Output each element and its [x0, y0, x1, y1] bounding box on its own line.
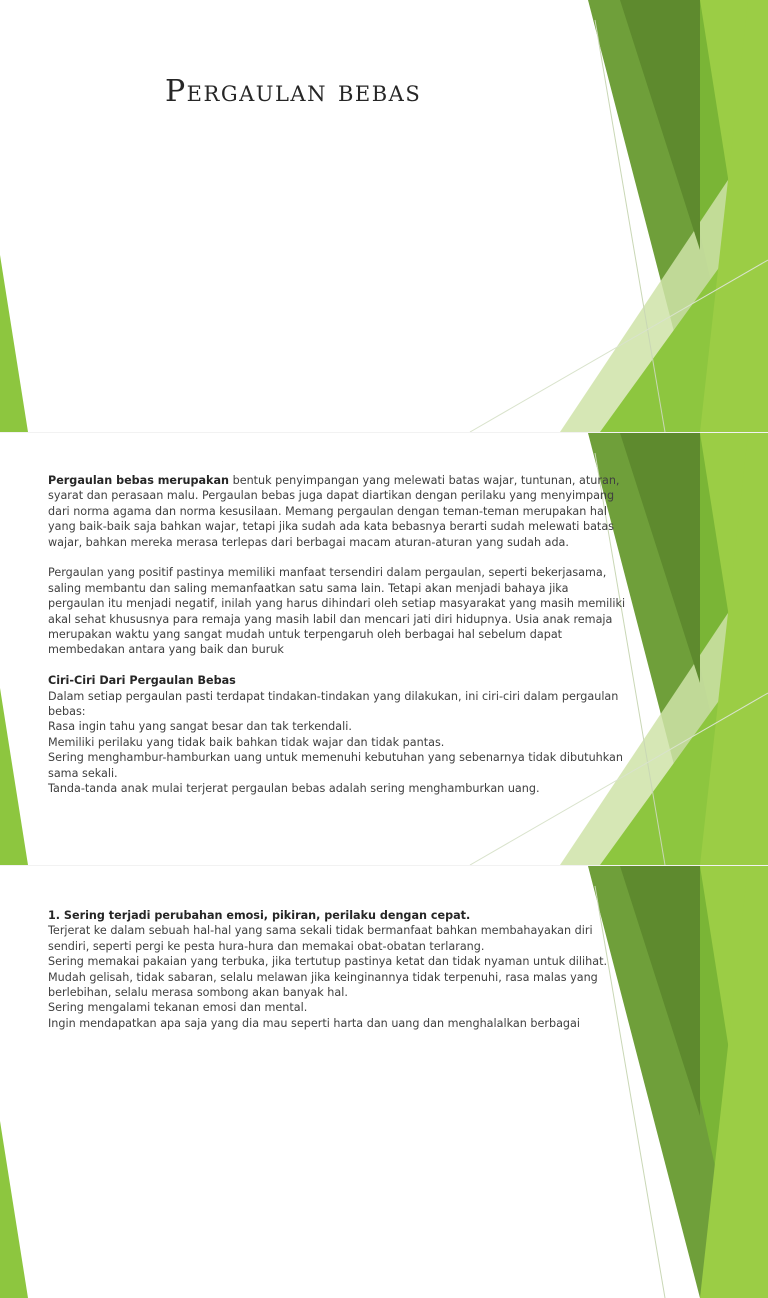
paragraph-2: Pergaulan yang positif pastinya memiliki manfaat tersendiri dalam pergaulan, seperti bekerjasama, saling membantu dan saling memanfaatkan satu sama lain. Tetapi akan menjadi bahaya jika pergaulan itu menjadi negatif, inilah yang harus dihindari oleh setiap masyarakat yang masih memiliki akal sehat khususnya para remaja yang masih labil dan mencari jati diri hidupnya. Usia anak remaja merupakan waktu yang sangat mudah untuk terpengaruh oleh berbagai hal sebelum dapat membedakan antara yang baik dan buruk: [48, 566, 626, 657]
list-line: Dalam setiap pergaulan pasti terdapat tindakan-tindakan yang dilakukan, ini ciri-ciri dalam pergaulan bebas:: [48, 689, 619, 719]
slide-2-body: [48, 473, 628, 797]
list-line: Sering menghambur-hamburkan uang untuk memenuhi kebutuhan yang sebenarnya tidak dibutuhkan sama sekali.: [48, 751, 623, 780]
list-line: Tanda-tanda anak mulai terjerat pergaulan bebas adalah sering menghamburkan uang.: [48, 782, 540, 796]
slide-1: [0, 0, 768, 432]
paragraph-1-text: bentuk penyimpangan yang melewati batas wajar, tuntunan, aturan, syarat dan perasaan malu. Pergaulan bebas juga dapat diartikan dengan perilaku yang menyimpang dari norma agama dan norma kesusilaan. Memang pergaulan dengan teman-teman merupakan hal yang baik-baik saja bahkan wajar, tetapi jika sudah ada kata bebasnya berarti sudah melewati batas wajar, bahkan mereka merasa terlepas dari berbagai macam aturan-aturan yang sudah ada.: [48, 474, 620, 549]
list-line: Sering memakai pakaian yang terbuka, jika tertutup pastinya ketat dan tidak nyaman untuk dilihat.: [48, 955, 608, 969]
section-heading: 1. Sering terjadi perubahan emosi, pikiran, perilaku dengan cepat.: [48, 909, 471, 922]
list-line: Sering mengalami tekanan emosi dan mental.: [48, 1001, 308, 1015]
slide-3: [0, 866, 768, 1298]
paragraph-1-bold: Pergaulan bebas merupakan: [48, 474, 230, 487]
list-line: Rasa ingin tahu yang sangat besar dan tak terkendali.: [48, 720, 352, 734]
slide-title: Pergaulan bebas: [165, 74, 422, 109]
slide-3-body: [48, 908, 628, 1031]
section-heading: Ciri-Ciri Dari Pergaulan Bebas: [48, 674, 236, 688]
paragraph-1: [48, 473, 628, 550]
list-line: Mudah gelisah, tidak sabaran, selalu melawan jika keinginannya tidak terpenuhi, rasa malas yang berlebihan, selalu merasa sombong akan banyak hal.: [48, 970, 598, 1000]
slide-2: [0, 433, 768, 865]
list-line: Terjerat ke dalam sebuah hal-hal yang sama sekali tidak bermanfaat bahkan membahayakan diri sendiri, seperti pergi ke pesta hura-hura dan memakai obat-obatan terlarang.: [48, 924, 593, 953]
list-line: Ingin mendapatkan apa saja yang dia mau seperti harta dan uang dan menghalalkan berbagai: [48, 1016, 580, 1030]
green-triangle-decoration: [0, 0, 768, 432]
list-line: Memiliki perilaku yang tidak baik bahkan tidak wajar dan tidak pantas.: [48, 735, 445, 749]
